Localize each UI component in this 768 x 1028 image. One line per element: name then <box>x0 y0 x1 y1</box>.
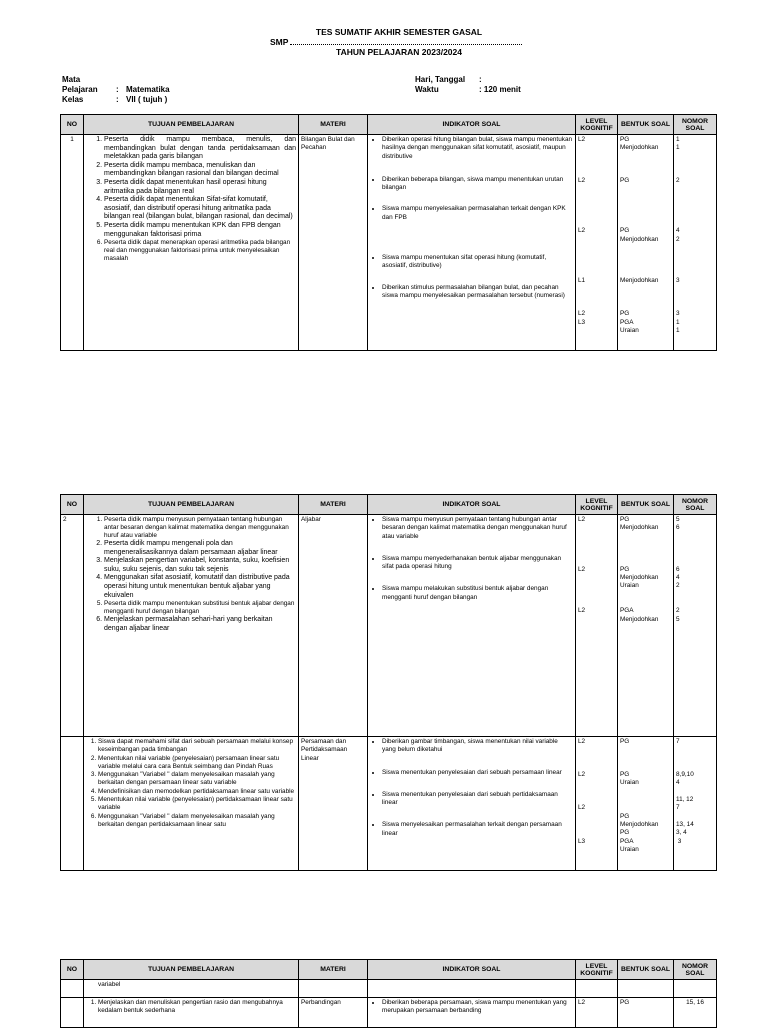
cell-value: 2 <box>676 177 680 185</box>
colon: : <box>116 95 119 104</box>
col-header-bentuk: BENTUK SOAL <box>618 960 674 980</box>
colon: : <box>116 85 119 94</box>
list-item: • Diberikan beberapa persamaan, siswa mampu menentukan yang merupakan persamaan berbanding <box>382 999 573 1016</box>
indikator-list <box>370 136 573 300</box>
cell-value <box>578 302 615 310</box>
cell-value <box>620 591 671 599</box>
cell-value: 1 <box>676 326 680 334</box>
col-header-tujuan: TUJUAN PEMBELAJARAN <box>84 495 299 515</box>
cell-value: 2 <box>676 607 680 615</box>
tujuan-cell <box>84 737 299 871</box>
cell-value <box>620 169 671 177</box>
cell-value: 3, 4 <box>676 829 687 837</box>
cell-value <box>620 153 671 161</box>
cell-value: Menjodohkan <box>620 277 659 285</box>
table-row <box>61 135 717 351</box>
list-item: 1. Menjelaskan dan menuliskan pengertian rasio dan mengubahnya kedalam bentuk sederhana <box>98 999 296 1016</box>
cell-value: 4 <box>676 574 680 582</box>
col-header-tujuan: TUJUAN PEMBELAJARAN <box>84 960 299 980</box>
cell-value: 2 <box>676 582 680 590</box>
cell-value <box>578 219 615 227</box>
cell-value <box>578 169 615 177</box>
list-item: • Siswa mampu menyederhanakan bentuk aljabar menggunakan sifat pada operasi hitung <box>382 555 573 572</box>
cell-value: L2 <box>578 999 586 1006</box>
cell-value <box>578 779 615 787</box>
tujuan-list <box>86 999 296 1016</box>
cell-value <box>578 144 615 152</box>
list-item: 6. Menggunakan "Variabel " dalam menyelesaikan masalah yang berkaitan dengan pertidaksamaan linear satu <box>98 813 296 830</box>
cell-value <box>620 549 671 557</box>
list-item: • Siswa mampu menyusun pernyataan tentang hubungan antar besaran dengan kalimat matematika dengan menggunakan huruf atau variable <box>382 516 573 541</box>
cell-value <box>620 294 671 302</box>
cell-value <box>578 574 615 582</box>
cell-value <box>620 252 671 260</box>
cell-value: PGA <box>620 837 634 845</box>
list-item: • Diberikan beberapa bilangan, siswa mampu menentukan urutan bilangan <box>382 176 573 193</box>
cell-value: PG <box>620 829 630 837</box>
col-header-materi: MATERI <box>299 960 368 980</box>
list-item: • Siswa mampu menyelesaikan permasalahan terkait dengan KPK dan FPB <box>382 205 573 222</box>
cell-value <box>578 533 615 541</box>
col-header-nomor: NOMOR SOAL <box>674 960 717 980</box>
cell-value <box>578 582 615 590</box>
row-number <box>61 998 84 1028</box>
cell-value: 1 <box>676 136 680 143</box>
table-row <box>61 737 717 871</box>
cell-value <box>620 599 671 607</box>
cell-value: 3 <box>676 277 680 285</box>
col-header-indikator: INDIKATOR SOAL <box>368 495 576 515</box>
school-blank <box>290 37 522 45</box>
cell-value <box>578 186 615 194</box>
cell-value <box>676 813 714 821</box>
class-label: Kelas <box>62 95 84 104</box>
cell-value <box>620 260 671 268</box>
cell-value <box>578 591 615 599</box>
list-item: • Diberikan gambar timbangan, siswa menentukan nilai variable yang belum diketahui <box>382 738 573 755</box>
list-item: 2. Peserta didik mampu membaca, menuliskan dan membandingkan bilangan rasional dan bilangan decimal <box>104 162 296 179</box>
cell-value <box>578 755 615 763</box>
cell-value <box>676 763 714 771</box>
indikator-cell <box>368 515 576 737</box>
list-item: 5. Peserta didik mampu menentukan substitusi bentuk aljabar dengan mengganti huruf dengan bilangan <box>104 600 296 616</box>
list-item: • Siswa menentukan penyelesaian dari sebuah pertidaksamaan linear <box>382 791 573 808</box>
level-cell <box>576 135 618 351</box>
cell-value: L2 <box>578 804 586 812</box>
cell-value: PG <box>620 565 630 573</box>
cell-value <box>676 153 714 161</box>
time-label: Waktu <box>415 85 439 94</box>
cell-value: 5 <box>676 615 680 623</box>
list-item: 1. Peserta didik mampu menyusun pernyataan tentang hubungan antar besaran dengan kalimat matematika dengan menggunakan huruf atau variable <box>104 516 296 540</box>
cell-value <box>578 260 615 268</box>
cell-value <box>676 211 714 219</box>
cell-value <box>620 186 671 194</box>
cell-value: 13, 14 <box>676 820 694 828</box>
cell-value <box>676 260 714 268</box>
list-item: • Siswa menyelesaikan permasalahan terkait dengan persamaan linear <box>382 821 573 838</box>
cell-value <box>676 541 714 549</box>
cell-value: 7 <box>676 804 680 812</box>
time-value: : 120 menit <box>479 85 521 94</box>
nomor-cell <box>674 737 717 871</box>
cell-value: 6 <box>676 565 680 573</box>
row-number <box>61 980 84 998</box>
cell-value <box>620 796 671 804</box>
cell-value <box>620 219 671 227</box>
cell-value <box>578 821 615 829</box>
cell-value: Uraian <box>620 845 639 853</box>
row-number <box>61 737 84 871</box>
cell-value: 4 <box>676 779 680 787</box>
col-header-indikator: INDIKATOR SOAL <box>368 115 576 135</box>
nomor-cell <box>674 980 717 998</box>
list-item: • Siswa mampu melakukan substitusi bentuk aljabar dengan mengganti huruf dengan bilangan <box>382 585 573 602</box>
cell-value: 3 <box>676 837 682 845</box>
indikator-cell <box>368 980 576 998</box>
bentuk-cell <box>618 515 674 737</box>
cell-value: L2 <box>578 310 586 318</box>
row-number: 2 <box>61 515 84 737</box>
cell-value <box>676 244 714 252</box>
cell-value <box>578 813 615 821</box>
list-item: 2. Peserta didik mampu mengenali pola dan mengeneralisasikannya dalam persamaan aljabar linear <box>104 540 296 557</box>
cell-value: L3 <box>578 837 586 845</box>
table-header-row <box>61 495 717 515</box>
cell-value <box>578 541 615 549</box>
day-label: Hari, Tanggal <box>415 75 466 84</box>
level-cell <box>576 980 618 998</box>
cell-value <box>676 252 714 260</box>
cell-value: L2 <box>578 771 586 779</box>
bentuk-cell <box>618 737 674 871</box>
cell-value: L2 <box>578 227 586 235</box>
cell-value <box>620 194 671 202</box>
col-header-nomor: NOMOR SOAL <box>674 115 717 135</box>
cell-value: Menjodohkan <box>620 524 659 532</box>
cell-value <box>676 746 714 754</box>
cell-value <box>578 153 615 161</box>
cell-value <box>676 557 714 565</box>
cell-value: Menjodohkan <box>620 615 659 623</box>
cell-value: PG <box>620 310 630 318</box>
cell-value <box>620 244 671 252</box>
school-line <box>270 37 530 47</box>
meta-right <box>415 75 521 95</box>
cell-value <box>578 252 615 260</box>
cell-value <box>578 285 615 293</box>
col-header-materi: MATERI <box>299 495 368 515</box>
table-header-row <box>61 115 717 135</box>
cell-value: PG <box>620 227 630 235</box>
cell-value <box>620 746 671 754</box>
indikator-list <box>370 738 573 838</box>
cell-value <box>676 599 714 607</box>
cell-value: Menjodohkan <box>620 820 659 828</box>
cell-value <box>620 302 671 310</box>
level-cell <box>576 737 618 871</box>
cell-value: L2 <box>578 177 586 185</box>
cell-value <box>676 161 714 169</box>
tujuan-continuation: variabel <box>84 980 299 998</box>
list-item: • Diberikan operasi hitung bilangan bulat, siswa mampu menentukan hasilnya dengan menggunakan sifat komutatif, asosiatif, maupun distributive <box>382 136 573 161</box>
school-label: SMP <box>270 37 289 47</box>
tujuan-list <box>86 738 296 829</box>
cell-value: PG <box>620 771 630 779</box>
col-header-bentuk: BENTUK SOAL <box>618 495 674 515</box>
cell-value <box>676 294 714 302</box>
nomor-cell <box>674 998 717 1028</box>
cell-value: PGA <box>620 607 634 615</box>
cell-value <box>676 755 714 763</box>
cell-value: PG <box>620 136 630 143</box>
cell-value <box>676 169 714 177</box>
cell-value: L3 <box>578 318 586 326</box>
list-item: 4. Peserta didik dapat menentukan Sifat-sifat komutatif, asosiatif, dan distributif operasi hitung aritmatika pada bilangan real (bilangan bulat, bilangan rasional, dan decimal) <box>104 196 296 222</box>
cell-value <box>578 269 615 277</box>
cell-value <box>676 194 714 202</box>
row-number: 1 <box>61 135 84 351</box>
cell-value <box>620 788 671 796</box>
cell-value: Menjodohkan <box>620 235 659 243</box>
materi-cell: Persamaan dan Pertidaksamaan Linear <box>299 737 368 871</box>
nomor-cell <box>674 135 717 351</box>
cell-value: Uraian <box>620 582 639 590</box>
colon: : <box>479 75 482 84</box>
list-item: 4. Mendefinisikan dan memodelkan pertidaksamaan linear satu variable <box>98 788 296 796</box>
cell-value: PGA <box>620 318 634 326</box>
list-item: 5. Peserta didik mampu menentukan KPK dan FPB dengan menggunakan faktorisasi prima <box>104 222 296 239</box>
document-title: TES SUMATIF AKHIR SEMESTER GASAL <box>315 27 483 37</box>
cell-value <box>620 557 671 565</box>
cell-value <box>676 549 714 557</box>
materi-cell: Perbandingan <box>299 998 368 1028</box>
list-item: 2. Menentukan nilai variable (penyelesaian) persamaan linear satu variable melalui cara cara Bentuk seimbang dan Pindah Ruas <box>98 755 296 772</box>
table-row <box>61 515 717 737</box>
cell-value: 1 <box>676 318 680 326</box>
cell-value <box>620 755 671 763</box>
indikator-cell <box>368 135 576 351</box>
col-header-materi: MATERI <box>299 115 368 135</box>
indikator-list <box>370 516 573 602</box>
cell-value <box>676 591 714 599</box>
cell-value: PG <box>620 738 630 745</box>
cell-value <box>620 269 671 277</box>
cell-value <box>676 302 714 310</box>
cell-value: 11, 12 <box>676 796 694 804</box>
cell-value <box>578 829 615 837</box>
list-item: • Siswa mampu menentukan sifat operasi hitung (komutatif, asosiatif, distributive) <box>382 254 573 271</box>
cell-value <box>620 763 671 771</box>
col-header-bentuk: BENTUK SOAL <box>618 115 674 135</box>
materi-cell <box>299 980 368 998</box>
tujuan-cell <box>84 135 299 351</box>
cell-value: L2 <box>578 565 586 573</box>
cell-value: PG <box>620 516 630 523</box>
kisi-table-3 <box>60 959 717 1028</box>
level-cell <box>576 998 618 1028</box>
cell-value <box>620 202 671 210</box>
cell-value <box>578 796 615 804</box>
subject-label: Mata Pelajaran <box>62 75 98 94</box>
cell-value <box>676 269 714 277</box>
cell-value: 8,9,10 <box>676 771 694 779</box>
cell-value <box>578 244 615 252</box>
col-header-no: NO <box>61 960 84 980</box>
list-item: 3. Menggunakan "Variabel " dalam menyelesaikan masalah yang berkaitan dengan persamaan linear satu variable <box>98 771 296 788</box>
list-item: 6. Peserta didik dapat menerapkan operasi aritmetika pada bilangan real dan menggunakan faktorisasi prima untuk menyelesaikan masalah <box>104 239 296 263</box>
cell-value <box>578 211 615 219</box>
cell-value: L2 <box>578 738 586 745</box>
cell-value: 3 <box>676 310 680 318</box>
cell-value: 1 <box>676 144 680 152</box>
list-item: 5. Menentukan nilai variable (penyelesaian) pertidaksamaan linear satu variable <box>98 796 296 813</box>
cell-value: Uraian <box>620 779 639 787</box>
cell-value <box>620 804 671 812</box>
list-item: • Siswa menentukan penyelesaian dari sebuah persamaan linear <box>382 769 573 777</box>
kisi-table-1 <box>60 114 717 351</box>
cell-value <box>578 549 615 557</box>
cell-value <box>578 161 615 169</box>
cell-value <box>676 788 714 796</box>
list-item: 3. Menjelaskan pengertian variabel, konstanta, suku, koefisien suku, suku sejenis, dan suku tak sejenis <box>104 557 296 574</box>
col-header-level: LEVEL KOGNITIF <box>576 115 618 135</box>
col-header-tujuan: TUJUAN PEMBELAJARAN <box>84 115 299 135</box>
cell-value: 2 <box>676 235 680 243</box>
meta-left <box>62 75 170 105</box>
cell-value <box>578 236 615 244</box>
cell-value <box>578 763 615 771</box>
tujuan-list <box>86 136 296 263</box>
list-item: 3. Peserta didik dapat menentukan hasil operasi hitung aritmatika pada bilangan real <box>104 179 296 196</box>
list-item: 6. Menjelaskan permasalahan sehari-hari yang berkaitan dengan aljabar linear <box>104 616 296 633</box>
cell-value: L2 <box>578 516 586 523</box>
cell-value: PG <box>620 177 630 185</box>
materi-cell: Bilangan Bulat dan Pecahan <box>299 135 368 351</box>
tujuan-cell <box>84 998 299 1028</box>
cell-value: 7 <box>676 738 680 745</box>
bentuk-cell <box>618 135 674 351</box>
col-header-nomor: NOMOR SOAL <box>674 495 717 515</box>
class-value: VII ( tujuh ) <box>126 95 168 104</box>
cell-value <box>578 524 615 532</box>
indikator-list <box>370 999 573 1016</box>
cell-value <box>578 788 615 796</box>
materi-cell: Aljabar <box>299 515 368 737</box>
list-item: 1. Siswa dapat memahami sifat dari sebuah persamaan melalui konsep keseimbangan pada timbangan <box>98 738 296 755</box>
list-item: 1. Peserta didik mampu membaca, menulis, dan membandingkan bulat dengan tanda pertidaksamaan dan meletakkan pada garis bilangan <box>104 136 296 162</box>
col-header-level: LEVEL KOGNITIF <box>576 960 618 980</box>
cell-value <box>620 541 671 549</box>
cell-value <box>578 202 615 210</box>
academic-year: TAHUN PELAJARAN 2023/2024 <box>336 47 462 57</box>
nomor-cell <box>674 515 717 737</box>
bentuk-cell <box>618 980 674 998</box>
cell-value <box>620 161 671 169</box>
table-header-row <box>61 960 717 980</box>
level-cell <box>576 515 618 737</box>
cell-value: 15, 16 <box>686 999 704 1006</box>
cell-value <box>578 599 615 607</box>
cell-value <box>620 533 671 541</box>
subject-value: Matematika <box>126 85 170 94</box>
cell-value <box>578 557 615 565</box>
table-row <box>61 998 717 1028</box>
list-item: • Diberikan stimulus permasalahan bilangan bulat, dan pecahan siswa mampu menyelesaikan permasalahan tersebut (numerasi) <box>382 284 573 301</box>
indikator-cell <box>368 998 576 1028</box>
cell-value: 6 <box>676 524 680 532</box>
cell-value: L1 <box>578 277 586 285</box>
cell-value: Uraian <box>620 326 639 334</box>
cell-value: 4 <box>676 227 680 235</box>
tujuan-list <box>86 516 296 633</box>
kisi-table-2 <box>60 494 717 871</box>
cell-value <box>620 211 671 219</box>
cell-value: L2 <box>578 136 586 143</box>
list-item: 4. Menggunakan sifat asosiatif, komutatif dan distributive pada operasi hitung untuk menentukan bentuk aljabar yang ekuivalen <box>104 574 296 600</box>
bentuk-cell <box>618 998 674 1028</box>
cell-value: L2 <box>578 607 586 615</box>
table-row <box>61 980 717 998</box>
cell-value <box>620 285 671 293</box>
cell-value <box>676 285 714 293</box>
col-header-level: LEVEL KOGNITIF <box>576 495 618 515</box>
cell-value <box>578 294 615 302</box>
cell-value <box>676 186 714 194</box>
cell-value <box>676 533 714 541</box>
cell-value: PG <box>620 999 630 1006</box>
cell-value: PG <box>620 812 630 820</box>
col-header-indikator: INDIKATOR SOAL <box>368 960 576 980</box>
cell-value <box>578 194 615 202</box>
cell-value <box>676 202 714 210</box>
col-header-no: NO <box>61 495 84 515</box>
cell-value: Menjodohkan <box>620 144 659 152</box>
col-header-no: NO <box>61 115 84 135</box>
cell-value <box>578 746 615 754</box>
indikator-cell <box>368 737 576 871</box>
cell-value: 5 <box>676 516 680 523</box>
cell-value: Menjodohkan <box>620 574 659 582</box>
cell-value <box>676 219 714 227</box>
tujuan-cell <box>84 515 299 737</box>
